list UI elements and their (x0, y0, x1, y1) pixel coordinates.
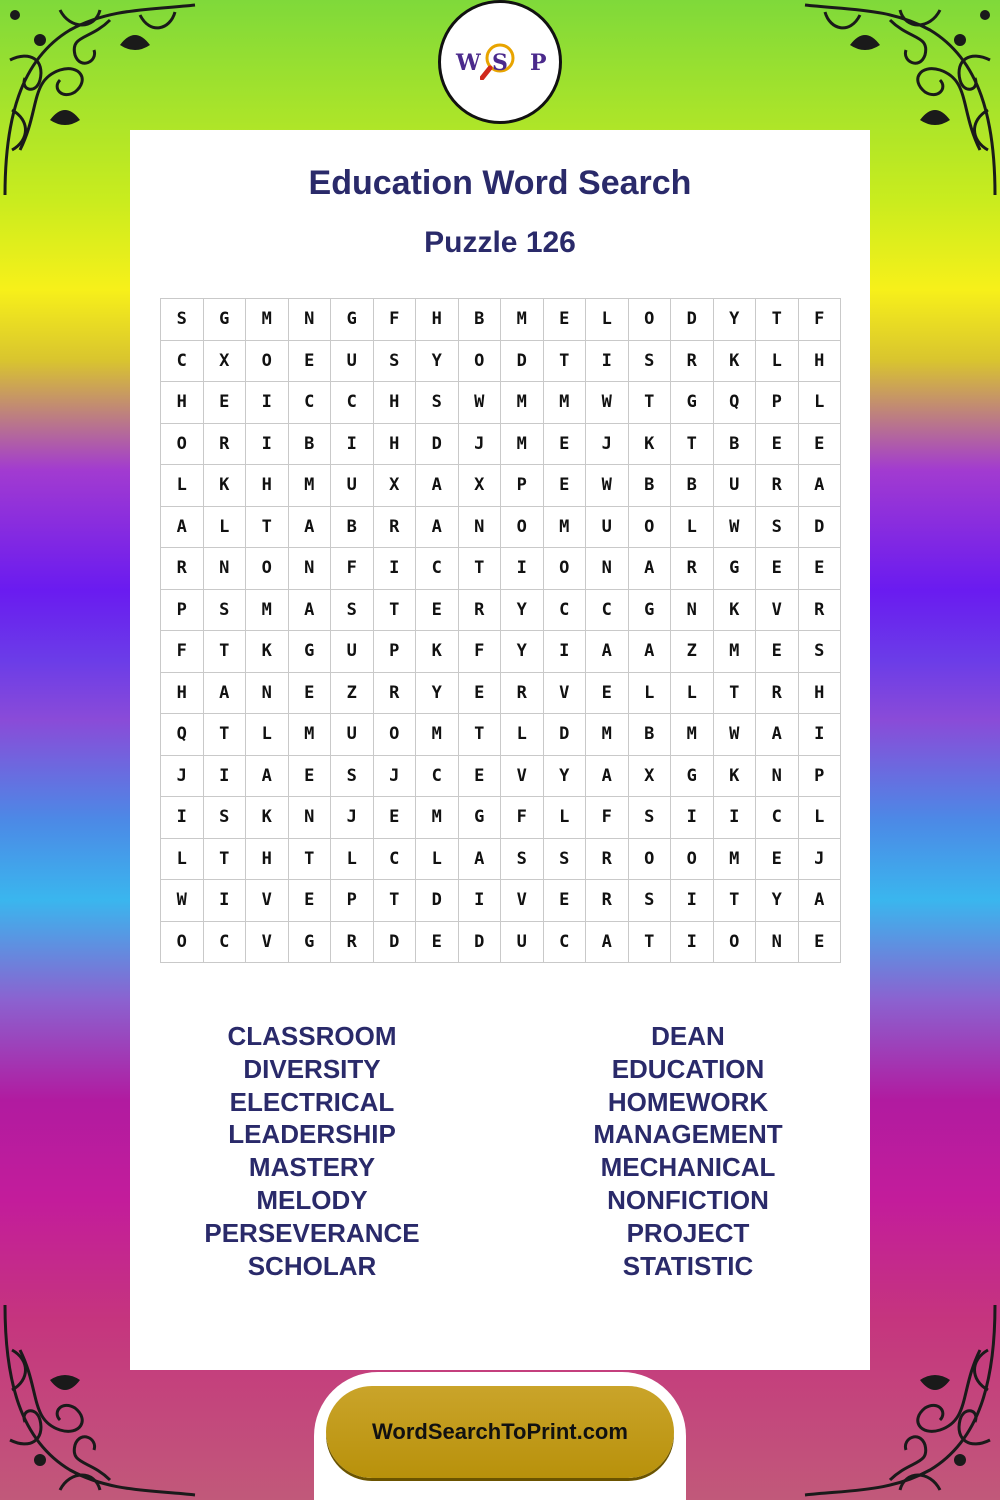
grid-cell[interactable]: C (331, 382, 374, 424)
grid-cell[interactable]: Y (501, 631, 544, 673)
grid-cell[interactable]: O (628, 299, 671, 341)
grid-cell[interactable]: D (543, 714, 586, 756)
word-list-item: LEADERSHIP (228, 1119, 396, 1150)
grid-cell[interactable]: U (331, 631, 374, 673)
grid-cell[interactable]: Y (501, 589, 544, 631)
grid-cell[interactable]: T (671, 423, 714, 465)
word-list-item: MECHANICAL (600, 1152, 776, 1183)
grid-cell[interactable]: F (458, 631, 501, 673)
grid-cell[interactable]: N (246, 672, 289, 714)
grid-cell[interactable]: J (798, 838, 841, 880)
grid-cell[interactable]: E (288, 672, 331, 714)
grid-cell[interactable]: O (501, 506, 544, 548)
grid-cell[interactable]: Z (671, 631, 714, 673)
grid-cell[interactable]: O (246, 340, 289, 382)
grid-cell[interactable]: S (501, 838, 544, 880)
grid-row (161, 589, 841, 631)
grid-cell[interactable]: N (671, 589, 714, 631)
grid-cell[interactable]: L (543, 797, 586, 839)
grid-cell[interactable]: E (543, 880, 586, 922)
grid-cell[interactable]: N (756, 755, 799, 797)
grid-cell[interactable]: R (586, 838, 629, 880)
grid-cell[interactable]: C (288, 382, 331, 424)
grid-cell[interactable]: M (288, 714, 331, 756)
grid-cell[interactable]: N (288, 797, 331, 839)
letter-grid (160, 298, 841, 963)
grid-cell[interactable]: U (713, 465, 756, 507)
grid-cell[interactable]: T (373, 880, 416, 922)
grid-cell[interactable]: K (416, 631, 459, 673)
grid-cell[interactable]: E (798, 921, 841, 963)
grid-cell[interactable]: M (501, 299, 544, 341)
grid-cell[interactable]: L (671, 672, 714, 714)
grid-row (161, 880, 841, 922)
word-list-item: STATISTIC (622, 1250, 754, 1281)
grid-cell[interactable]: I (798, 714, 841, 756)
word-list-item: SCHOLAR (247, 1250, 377, 1281)
grid-cell[interactable]: C (416, 755, 459, 797)
logo-letter: W (456, 50, 481, 76)
grid-cell[interactable]: E (203, 382, 246, 424)
grid-cell[interactable]: V (501, 880, 544, 922)
grid-cell[interactable]: H (798, 672, 841, 714)
grid-cell[interactable]: M (543, 382, 586, 424)
grid-cell[interactable]: F (586, 797, 629, 839)
word-list-item: HOMEWORK (607, 1086, 769, 1117)
grid-row (161, 423, 841, 465)
grid-cell[interactable]: J (458, 423, 501, 465)
grid-cell[interactable]: S (543, 838, 586, 880)
grid-cell[interactable]: W (458, 382, 501, 424)
grid-cell[interactable]: H (373, 423, 416, 465)
grid-cell[interactable]: P (798, 755, 841, 797)
grid-cell[interactable]: V (543, 672, 586, 714)
grid-cell[interactable]: S (628, 880, 671, 922)
grid-cell[interactable]: E (288, 755, 331, 797)
grid-cell[interactable]: A (586, 921, 629, 963)
grid-cell[interactable]: A (798, 880, 841, 922)
grid-cell[interactable]: A (246, 755, 289, 797)
grid-cell[interactable]: I (713, 797, 756, 839)
grid-cell[interactable]: N (288, 548, 331, 590)
grid-cell[interactable]: E (756, 548, 799, 590)
grid-cell[interactable]: T (628, 382, 671, 424)
grid-cell[interactable]: M (246, 299, 289, 341)
grid-cell[interactable]: E (416, 921, 459, 963)
grid-cell[interactable]: V (246, 880, 289, 922)
grid-cell[interactable]: I (586, 340, 629, 382)
grid-cell[interactable]: H (798, 340, 841, 382)
grid-cell[interactable]: O (543, 548, 586, 590)
word-list-right (538, 1020, 838, 1282)
logo-letter: P (530, 50, 547, 76)
grid-cell[interactable]: G (203, 299, 246, 341)
grid-cell[interactable]: B (288, 423, 331, 465)
grid-row (161, 631, 841, 673)
grid-cell[interactable]: U (331, 340, 374, 382)
grid-cell[interactable]: P (373, 631, 416, 673)
grid-cell[interactable]: G (713, 548, 756, 590)
grid-cell[interactable]: S (628, 797, 671, 839)
grid-cell[interactable]: E (288, 880, 331, 922)
grid-cell[interactable]: H (246, 838, 289, 880)
grid-cell[interactable]: O (161, 423, 204, 465)
grid-cell[interactable]: T (203, 631, 246, 673)
grid-cell[interactable]: K (246, 631, 289, 673)
grid-cell[interactable]: I (543, 631, 586, 673)
grid-cell[interactable]: A (628, 548, 671, 590)
grid-cell[interactable]: D (501, 340, 544, 382)
grid-cell[interactable]: J (161, 755, 204, 797)
grid-cell[interactable]: B (628, 465, 671, 507)
grid-cell[interactable]: J (373, 755, 416, 797)
grid-cell[interactable]: B (331, 506, 374, 548)
grid-cell[interactable]: E (586, 672, 629, 714)
grid-cell[interactable]: K (628, 423, 671, 465)
grid-cell[interactable]: R (331, 921, 374, 963)
grid-cell[interactable]: O (671, 838, 714, 880)
grid-row (161, 838, 841, 880)
grid-cell[interactable]: O (628, 838, 671, 880)
grid-cell[interactable]: S (203, 797, 246, 839)
grid-row (161, 548, 841, 590)
grid-cell[interactable]: P (331, 880, 374, 922)
grid-cell[interactable]: K (713, 589, 756, 631)
grid-cell[interactable]: H (161, 382, 204, 424)
grid-cell[interactable]: F (501, 797, 544, 839)
grid-cell[interactable]: U (586, 506, 629, 548)
grid-cell[interactable]: N (458, 506, 501, 548)
grid-cell[interactable]: L (501, 714, 544, 756)
grid-cell[interactable]: E (458, 672, 501, 714)
grid-cell[interactable]: S (331, 589, 374, 631)
grid-cell[interactable]: T (203, 714, 246, 756)
grid-cell[interactable]: M (288, 465, 331, 507)
grid-cell[interactable]: M (586, 714, 629, 756)
word-list-item: NONFICTION (607, 1184, 769, 1215)
grid-row (161, 755, 841, 797)
grid-cell[interactable]: E (416, 589, 459, 631)
grid-cell[interactable]: V (756, 589, 799, 631)
word-list-item: DEAN (651, 1021, 725, 1051)
grid-cell[interactable]: I (458, 880, 501, 922)
grid-cell[interactable]: L (203, 506, 246, 548)
grid-cell[interactable]: A (288, 506, 331, 548)
grid-cell[interactable]: G (628, 589, 671, 631)
grid-cell[interactable]: X (373, 465, 416, 507)
word-list-item: EDUCATION (611, 1053, 765, 1084)
grid-cell[interactable]: S (416, 382, 459, 424)
word-list-item: MANAGEMENT (593, 1119, 783, 1150)
grid-cell[interactable]: K (713, 340, 756, 382)
grid-cell[interactable]: S (331, 755, 374, 797)
grid-cell[interactable]: H (161, 672, 204, 714)
grid-cell[interactable]: O (373, 714, 416, 756)
grid-cell[interactable]: N (203, 548, 246, 590)
grid-cell[interactable]: D (671, 299, 714, 341)
grid-cell[interactable]: X (458, 465, 501, 507)
puzzle-panel (130, 130, 870, 1370)
word-list-item: DIVERSITY (243, 1053, 381, 1084)
grid-cell[interactable]: M (671, 714, 714, 756)
grid-cell[interactable]: Q (161, 714, 204, 756)
grid-cell[interactable]: S (161, 299, 204, 341)
site-link-button[interactable]: WordSearchToPrint.com (326, 1386, 674, 1478)
grid-row (161, 714, 841, 756)
grid-cell[interactable]: D (416, 880, 459, 922)
word-list-item: MELODY (256, 1184, 368, 1215)
grid-cell[interactable]: A (756, 714, 799, 756)
grid-cell[interactable]: S (756, 506, 799, 548)
grid-cell[interactable]: F (331, 548, 374, 590)
grid-cell[interactable]: E (543, 299, 586, 341)
grid-cell[interactable]: T (288, 838, 331, 880)
grid-cell[interactable]: C (756, 797, 799, 839)
grid-row (161, 382, 841, 424)
grid-cell[interactable]: E (543, 465, 586, 507)
grid-cell[interactable]: R (586, 880, 629, 922)
grid-cell[interactable]: R (798, 589, 841, 631)
grid-cell[interactable]: K (713, 755, 756, 797)
grid-cell[interactable]: P (501, 465, 544, 507)
site-logo[interactable] (438, 0, 562, 124)
grid-cell[interactable]: I (671, 921, 714, 963)
grid-cell[interactable]: N (288, 299, 331, 341)
grid-row (161, 299, 841, 341)
grid-cell[interactable]: L (586, 299, 629, 341)
grid-cell[interactable]: A (798, 465, 841, 507)
grid-cell[interactable]: H (416, 299, 459, 341)
grid-cell[interactable]: M (246, 589, 289, 631)
grid-cell[interactable]: M (501, 382, 544, 424)
grid-cell[interactable]: L (161, 465, 204, 507)
word-list-left (162, 1020, 462, 1282)
puzzle-number: Puzzle 126 (424, 226, 576, 259)
grid-cell[interactable]: H (373, 382, 416, 424)
grid-cell[interactable]: C (161, 340, 204, 382)
grid-cell[interactable]: F (161, 631, 204, 673)
grid-cell[interactable]: U (331, 465, 374, 507)
grid-cell[interactable]: Z (331, 672, 374, 714)
grid-cell[interactable]: N (586, 548, 629, 590)
grid-row (161, 797, 841, 839)
grid-cell[interactable]: I (203, 755, 246, 797)
grid-cell[interactable]: T (713, 672, 756, 714)
grid-cell[interactable]: I (671, 797, 714, 839)
grid-cell[interactable]: L (331, 838, 374, 880)
grid-cell[interactable]: Y (756, 880, 799, 922)
grid-cell[interactable]: W (161, 880, 204, 922)
grid-cell[interactable]: M (416, 797, 459, 839)
grid-cell[interactable]: P (756, 382, 799, 424)
grid-cell[interactable]: I (203, 880, 246, 922)
grid-cell[interactable]: N (756, 921, 799, 963)
grid-cell[interactable]: Y (416, 340, 459, 382)
grid-cell[interactable]: A (416, 506, 459, 548)
grid-cell[interactable]: L (798, 797, 841, 839)
grid-row (161, 921, 841, 963)
grid-cell[interactable]: M (501, 423, 544, 465)
grid-cell[interactable]: I (373, 548, 416, 590)
grid-cell[interactable]: C (373, 838, 416, 880)
grid-cell[interactable]: A (628, 631, 671, 673)
grid-cell[interactable]: R (373, 506, 416, 548)
grid-cell[interactable]: A (586, 755, 629, 797)
grid-cell[interactable]: K (246, 797, 289, 839)
grid-cell[interactable]: D (373, 921, 416, 963)
grid-cell[interactable]: V (501, 755, 544, 797)
grid-cell[interactable]: I (246, 382, 289, 424)
grid-cell[interactable]: L (246, 714, 289, 756)
grid-row (161, 506, 841, 548)
grid-cell[interactable]: F (798, 299, 841, 341)
grid-cell[interactable]: E (543, 423, 586, 465)
word-list-item: PROJECT (626, 1217, 750, 1248)
grid-cell[interactable]: R (501, 672, 544, 714)
grid-cell[interactable]: M (713, 838, 756, 880)
grid-cell[interactable]: T (543, 340, 586, 382)
grid-cell[interactable]: W (586, 382, 629, 424)
grid-cell[interactable]: A (416, 465, 459, 507)
grid-cell[interactable]: T (713, 880, 756, 922)
grid-cell[interactable]: T (628, 921, 671, 963)
grid-cell[interactable]: D (458, 921, 501, 963)
grid-cell[interactable]: I (671, 880, 714, 922)
grid-cell[interactable]: I (501, 548, 544, 590)
grid-cell[interactable]: T (458, 548, 501, 590)
grid-cell[interactable]: T (246, 506, 289, 548)
grid-cell[interactable]: X (203, 340, 246, 382)
grid-cell[interactable]: J (331, 797, 374, 839)
grid-cell[interactable]: P (161, 589, 204, 631)
grid-cell[interactable]: E (756, 631, 799, 673)
grid-cell[interactable]: Y (543, 755, 586, 797)
grid-cell[interactable]: O (628, 506, 671, 548)
grid-cell[interactable]: A (203, 672, 246, 714)
grid-cell[interactable]: A (161, 506, 204, 548)
grid-cell[interactable]: A (586, 631, 629, 673)
grid-cell[interactable]: G (331, 299, 374, 341)
grid-cell[interactable]: I (161, 797, 204, 839)
grid-cell[interactable]: R (756, 465, 799, 507)
grid-cell[interactable]: L (671, 506, 714, 548)
grid-cell[interactable]: R (203, 423, 246, 465)
grid-cell[interactable]: H (246, 465, 289, 507)
grid-cell[interactable]: S (798, 631, 841, 673)
grid-cell[interactable]: O (161, 921, 204, 963)
grid-cell[interactable]: R (671, 548, 714, 590)
grid-cell[interactable]: E (756, 838, 799, 880)
logo-letter: S (492, 50, 508, 76)
grid-cell[interactable]: R (671, 340, 714, 382)
grid-cell[interactable]: J (586, 423, 629, 465)
word-list-item: PERSEVERANCE (204, 1217, 420, 1248)
grid-cell[interactable]: S (203, 589, 246, 631)
grid-cell[interactable]: T (756, 299, 799, 341)
word-list-item: MASTERY (248, 1152, 376, 1183)
grid-cell[interactable]: R (458, 589, 501, 631)
grid-cell[interactable]: Y (416, 672, 459, 714)
grid-cell[interactable]: R (373, 672, 416, 714)
grid-cell[interactable]: M (713, 631, 756, 673)
grid-cell[interactable]: S (628, 340, 671, 382)
grid-cell[interactable]: E (756, 423, 799, 465)
grid-cell[interactable]: O (458, 340, 501, 382)
grid-cell[interactable]: M (416, 714, 459, 756)
grid-cell[interactable]: L (798, 382, 841, 424)
grid-cell[interactable]: B (628, 714, 671, 756)
grid-cell[interactable]: L (161, 838, 204, 880)
grid-cell[interactable]: Y (713, 299, 756, 341)
grid-cell[interactable]: C (586, 589, 629, 631)
grid-cell[interactable]: R (161, 548, 204, 590)
grid-row (161, 672, 841, 714)
grid-cell[interactable]: W (713, 714, 756, 756)
grid-cell[interactable]: W (586, 465, 629, 507)
grid-cell[interactable]: G (288, 921, 331, 963)
grid-cell[interactable]: O (246, 548, 289, 590)
grid-cell[interactable]: C (203, 921, 246, 963)
grid-cell[interactable]: D (416, 423, 459, 465)
grid-cell[interactable]: G (671, 755, 714, 797)
grid-cell[interactable]: V (246, 921, 289, 963)
grid-cell[interactable]: M (543, 506, 586, 548)
grid-row (161, 465, 841, 507)
grid-cell[interactable]: L (756, 340, 799, 382)
grid-cell[interactable]: Q (713, 382, 756, 424)
grid-cell[interactable]: U (331, 714, 374, 756)
grid-cell[interactable]: B (671, 465, 714, 507)
grid-row (161, 340, 841, 382)
word-list-item: CLASSROOM (227, 1021, 397, 1051)
grid-cell[interactable]: A (458, 838, 501, 880)
grid-cell[interactable]: A (288, 589, 331, 631)
grid-cell[interactable]: B (458, 299, 501, 341)
grid-cell[interactable]: X (628, 755, 671, 797)
grid-cell[interactable]: O (713, 921, 756, 963)
grid-cell[interactable]: R (756, 672, 799, 714)
grid-cell[interactable]: E (798, 423, 841, 465)
grid-cell[interactable]: U (501, 921, 544, 963)
grid-cell[interactable]: C (543, 589, 586, 631)
grid-cell[interactable]: T (373, 589, 416, 631)
grid-cell[interactable]: B (713, 423, 756, 465)
grid-cell[interactable]: T (458, 714, 501, 756)
grid-cell[interactable]: I (246, 423, 289, 465)
grid-cell[interactable]: T (203, 838, 246, 880)
grid-cell[interactable]: L (628, 672, 671, 714)
grid-cell[interactable]: L (416, 838, 459, 880)
grid-cell[interactable]: E (288, 340, 331, 382)
word-list-item: ELECTRICAL (229, 1086, 395, 1117)
grid-cell[interactable]: G (288, 631, 331, 673)
page-title: Education Word Search (308, 164, 692, 202)
grid-cell[interactable]: E (373, 797, 416, 839)
grid-cell[interactable]: F (373, 299, 416, 341)
grid-cell[interactable]: K (203, 465, 246, 507)
grid-cell[interactable]: G (458, 797, 501, 839)
grid-cell[interactable]: E (458, 755, 501, 797)
grid-cell[interactable]: E (798, 548, 841, 590)
grid-cell[interactable]: G (671, 382, 714, 424)
grid-cell[interactable]: W (713, 506, 756, 548)
grid-cell[interactable]: I (331, 423, 374, 465)
grid-cell[interactable]: S (373, 340, 416, 382)
grid-cell[interactable]: C (543, 921, 586, 963)
grid-cell[interactable]: D (798, 506, 841, 548)
grid-cell[interactable]: C (416, 548, 459, 590)
